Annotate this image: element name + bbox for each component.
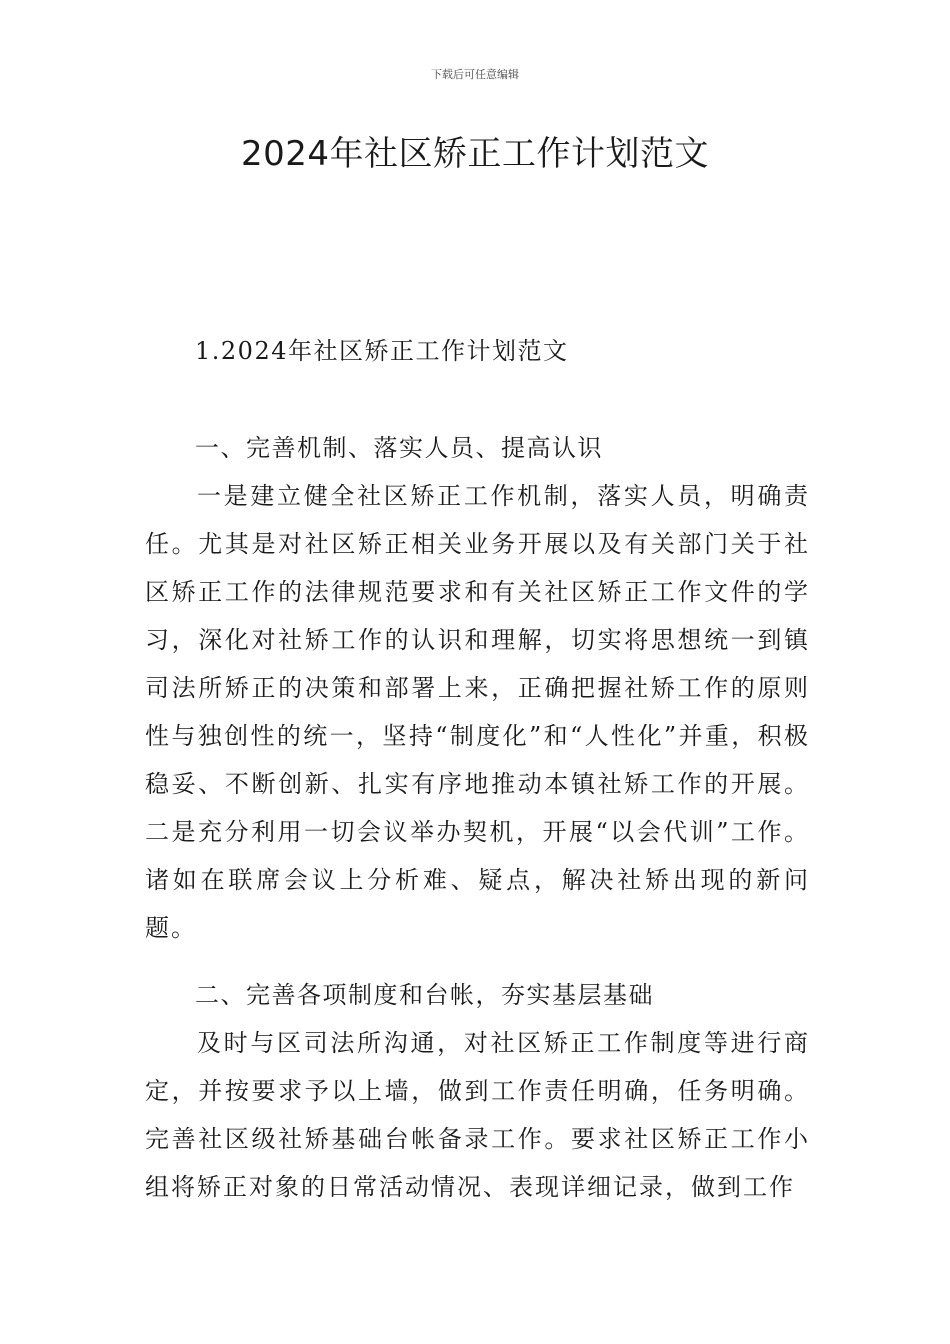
paragraph-text: 一是建立健全社区矫正工作机制，落实人员，明确责任。尤其是对社区矫正相关业务开展以及有关部门关于社区矫正工作的法律规范要求和有关社区矫正工作文件的学习，深化对社矫工作的认识和理解，切实将思想统一到镇司法所矫正的决策和部署上来，正确把握社矫工作的原则性与独创性的统一，坚持“制度化”和“人性化”并重，积极稳妥、不断创新、扎实有序地推动本镇社矫工作的开展。二是充分利用一切会议举办契机，开展“以会代训”工作。诸如在联席会议上分析难、疑点，解决社矫出现的新问题。	[145, 482, 810, 942]
document-title: 2024年社区矫正工作计划范文	[240, 134, 710, 174]
section-heading-1: 一、完善机制、落实人员、提高认识	[195, 434, 603, 462]
section-paragraph-2	[145, 1019, 810, 1211]
header-note: 下载后可任意编辑	[431, 68, 519, 81]
document-subtitle: 1.2024年社区矫正工作计划范文	[195, 337, 569, 365]
paragraph-text: 及时与区司法所沟通，对社区矫正工作制度等进行商定，并按要求予以上墙，做到工作责任明确，任务明确。完善社区级社矫基础台帐备录工作。要求社区矫正工作小组将矫正对象的日常活动情况、表现详细记录，做到工作	[145, 1029, 810, 1201]
section-paragraph-1	[145, 472, 810, 952]
section-heading-2: 二、完善各项制度和台帐，夯实基层基础	[195, 981, 654, 1009]
